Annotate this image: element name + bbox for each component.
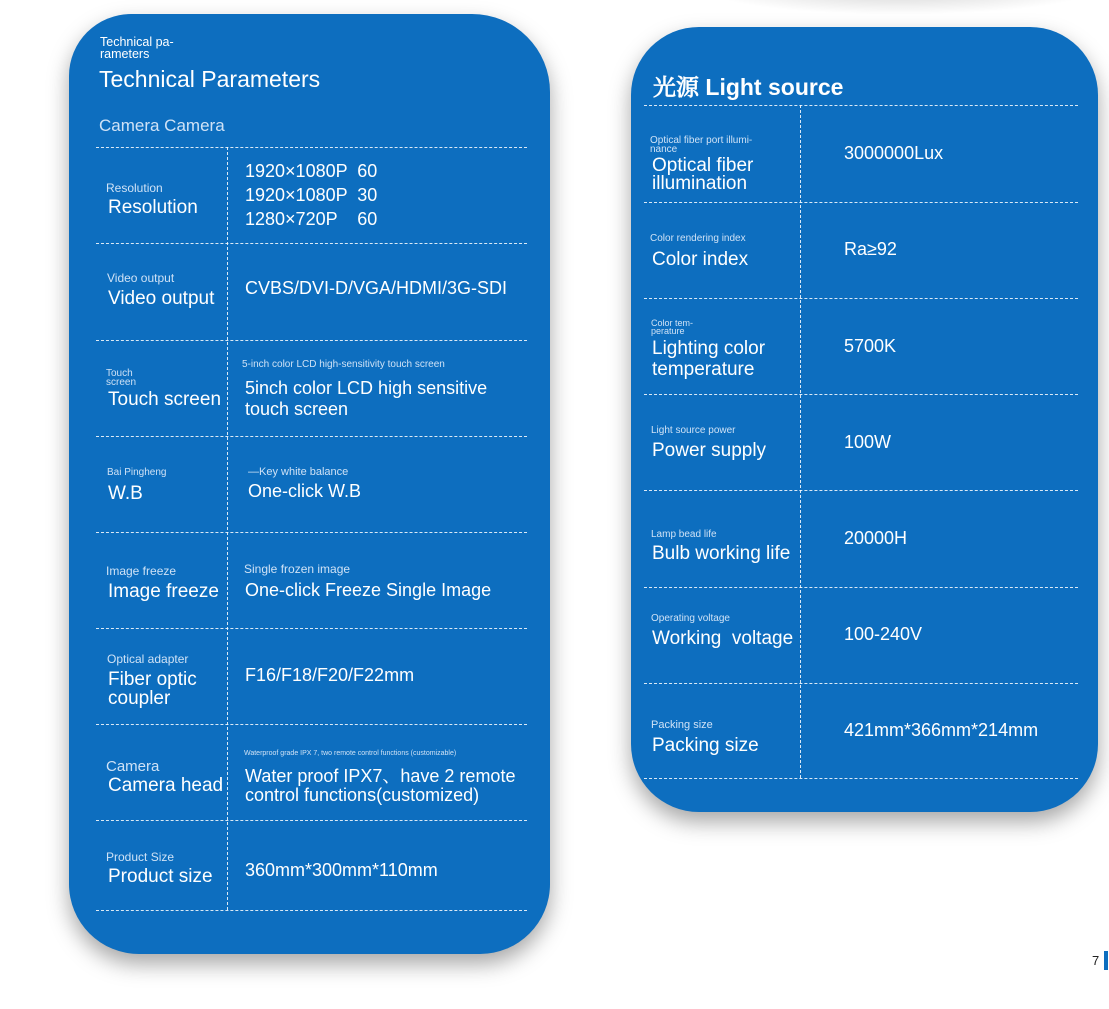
row-value: 100-240V (844, 624, 923, 644)
row-small-label: Video output (107, 271, 175, 285)
row-label: Lighting color temperature (652, 338, 766, 380)
row-value: 20000H (844, 528, 908, 548)
panel-title: Technical Parameters (99, 66, 321, 92)
column-divider (227, 147, 228, 910)
row-label: Resolution (108, 197, 198, 218)
row-value: 3000000Lux (844, 143, 944, 163)
row-small-label: Optical fiber port illumi- nance (650, 135, 753, 155)
divider (644, 202, 1078, 203)
row-small-label: Light source power (651, 425, 736, 436)
resolution-value: 1920×1080P 30 (245, 185, 378, 205)
row-note: Single frozen image (244, 562, 351, 576)
row-label: Optical fiber illumination (652, 155, 754, 194)
row-value: CVBS/DVI-D/VGA/HDMI/3G-SDI (245, 278, 508, 298)
column-divider (800, 105, 801, 778)
section-camera-heading: Camera Camera (99, 116, 225, 135)
divider (644, 587, 1078, 588)
divider (644, 778, 1078, 779)
row-value: 100W (844, 432, 892, 452)
row-value: One-click Freeze Single Image (245, 580, 492, 600)
row-small-label: Touch screen (106, 368, 137, 388)
row-small-label: Resolution (106, 181, 163, 195)
row-small-label: Operating voltage (651, 613, 730, 624)
divider (96, 910, 527, 911)
row-note: —Key white balance (248, 466, 349, 478)
row-label: Fiber optic coupler (108, 669, 197, 709)
divider (96, 340, 527, 341)
divider (644, 298, 1078, 299)
row-note: Waterproof grade IPX 7, two remote control functions (customizable) (244, 750, 457, 757)
subtitle-small: Technical pa- rameters (100, 35, 174, 61)
row-label: W.B (108, 483, 143, 504)
divider (96, 628, 527, 629)
row-small-label: Color rendering index (650, 233, 746, 244)
row-label: Image freeze (108, 581, 219, 602)
row-value: Water proof IPX7、have 2 remote control functions(customized) (245, 766, 516, 805)
row-small-label: Camera (106, 758, 160, 775)
panel-title: 光源 Light source (653, 74, 844, 100)
row-small-label: Bai Pingheng (107, 467, 167, 478)
row-label: Packing size (652, 735, 759, 756)
row-value: Ra≥92 (844, 239, 897, 259)
row-value: 421mm*366mm*214mm (844, 720, 1039, 740)
row-small-label: Color tem- perature (651, 318, 694, 336)
page-number-accent-bar (1104, 951, 1108, 970)
divider (96, 820, 527, 821)
row-label: Bulb working life (652, 543, 791, 564)
row-value: F16/F18/F20/F22mm (245, 665, 415, 685)
row-value: One-click W.B (248, 481, 362, 501)
divider (644, 394, 1078, 395)
row-label: Camera head (108, 775, 224, 796)
top-shadow-decoration (700, 0, 1100, 15)
divider (644, 683, 1078, 684)
technical-parameters-panel (69, 14, 550, 954)
resolution-value: 1920×1080P 60 (245, 161, 378, 181)
row-small-label: Packing size (651, 719, 713, 731)
divider (96, 243, 527, 244)
row-value: 5inch color LCD high sensitive touch screen (245, 378, 488, 419)
divider (96, 532, 527, 533)
row-value: 360mm*300mm*110mm (245, 860, 438, 880)
divider (644, 490, 1078, 491)
row-small-label: Lamp bead life (651, 529, 717, 540)
row-note: 5-inch color LCD high-sensitivity touch screen (242, 359, 445, 370)
row-small-label: Image freeze (106, 564, 177, 578)
divider (644, 105, 1078, 106)
row-small-label: Product Size (106, 850, 175, 864)
light-source-panel (631, 27, 1098, 812)
divider (96, 436, 527, 437)
row-value: 5700K (844, 336, 897, 356)
divider (96, 724, 527, 725)
divider (96, 147, 527, 148)
row-label: Video output (108, 288, 215, 309)
row-label: Working voltage (652, 628, 794, 649)
row-small-label: Optical adapter (107, 652, 189, 666)
row-label: Touch screen (108, 389, 222, 410)
resolution-value: 1280×720P 60 (245, 209, 378, 229)
row-label: Product size (108, 866, 213, 887)
row-label: Power supply (652, 440, 767, 461)
page-number: 7 (1092, 953, 1100, 968)
row-label: Color index (652, 249, 749, 270)
